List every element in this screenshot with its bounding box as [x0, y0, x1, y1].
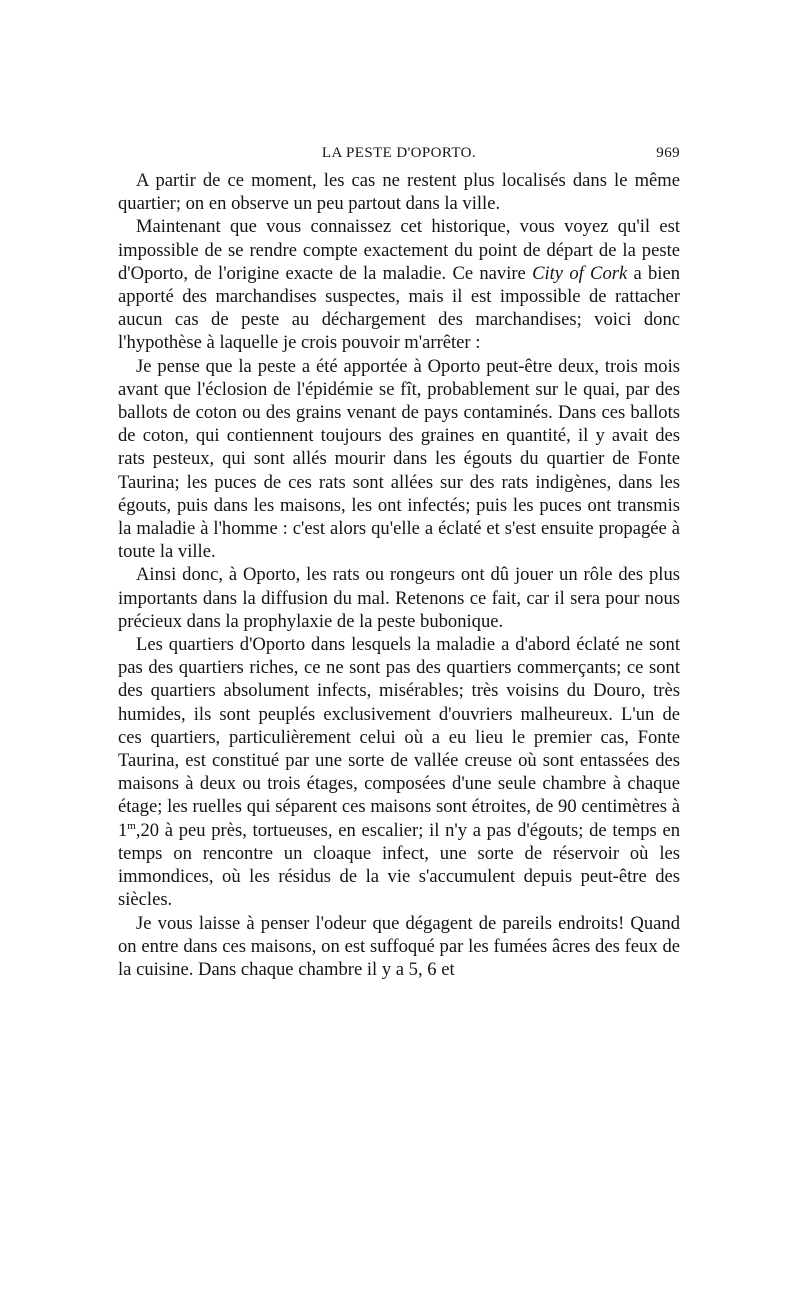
paragraph-6: Je vous laisse à penser l'odeur que dégagent de pareils endroits! Quand on entre dans ces maisons, on est suffoqué par les fumées âcres des feux de la cuisine. Dans chaque chambre il y a 5, 6 et [118, 912, 680, 980]
paragraph-3: Je pense que la peste a été apportée à Oporto peut-être deux, trois mois avant que l'éclosion de l'épidémie se fît, probablement sur le quai, par des ballots de coton ou des grains venant de pays contaminés. Dans ces ballots de coton, qui contiennent toujours des graines en quantité, il y avait des rats pesteux, qui sont allés mourir dans les égouts du quartier de Fonte Taurina; les puces de ces rats sont allées sur des rats indigènes, dans les égouts, puis dans les maisons, les ont infectés; puis les puces ont transmis la maladie à l'homme : c'est alors qu'elle a éclaté et s'est ensuite propagée à toute la ville. [118, 355, 680, 563]
paragraph-5-text-a: Les quartiers d'Oporto dans lesquels la maladie a d'abord éclaté ne sont pas des quartiers riches, ce ne sont pas des quartiers commerçants; ce sont des quartiers absolument infects, misérables; très voisins du Douro, très humides, ils sont peuplés exclusivement d'ouvriers malheureux. L'un de ces quartiers, particulièrement celui où a eu lieu le premier cas, Fonte Taurina, est constitué par une sorte de vallée creuse où sont entassées des maisons à deux ou trois étages, composées d'une seule chambre à chaque étage; les ruelles qui séparent ces maisons sont étroites, de 90 centimètres à 1 [118, 634, 680, 841]
paragraph-2-text-b: a bien apporté des marchandises suspectes, mais il est impossible de rattacher aucun cas de peste au déchargement des marchandises; voici donc l'hypothèse à laquelle je crois pouvoir m'arrêter : [118, 262, 681, 354]
paragraph-5-text-b: ,20 à peu près, tortueuses, en escalier; il n'y a pas d'égouts; de temps en temps on rencontre un cloaque infect, une sorte de réservoir où les immondices, où les résidus de la vie s'accumulent depuis peut-être des siècles. [118, 819, 680, 911]
paragraph-5 [118, 633, 680, 911]
running-title: LA PESTE D'OPORTO. [321, 145, 477, 161]
paragraph-4: Ainsi donc, à Oporto, les rats ou rongeurs ont dû jouer un rôle des plus importants dans la diffusion du mal. Retenons ce fait, car il sera pour nous précieux dans la prophylaxie de la peste bubonique. [118, 564, 680, 632]
paragraph-2 [118, 215, 680, 354]
paragraph-2-text-a: Maintenant que vous connaissez cet historique, vous voyez qu'il est impossible de se rendre compte exactement du point de départ de la peste d'Oporto, de l'origine exacte de la maladie. Ce navire [118, 216, 680, 284]
ship-name: City of Cork [532, 262, 628, 284]
paragraph-1: A partir de ce moment, les cas ne restent plus localisés dans le même quartier; on en observe un peu partout dans la ville. [118, 170, 680, 215]
meter-unit: m [127, 819, 136, 832]
page-number: 969 [656, 145, 680, 161]
book-page [118, 143, 680, 981]
running-head [118, 143, 680, 169]
